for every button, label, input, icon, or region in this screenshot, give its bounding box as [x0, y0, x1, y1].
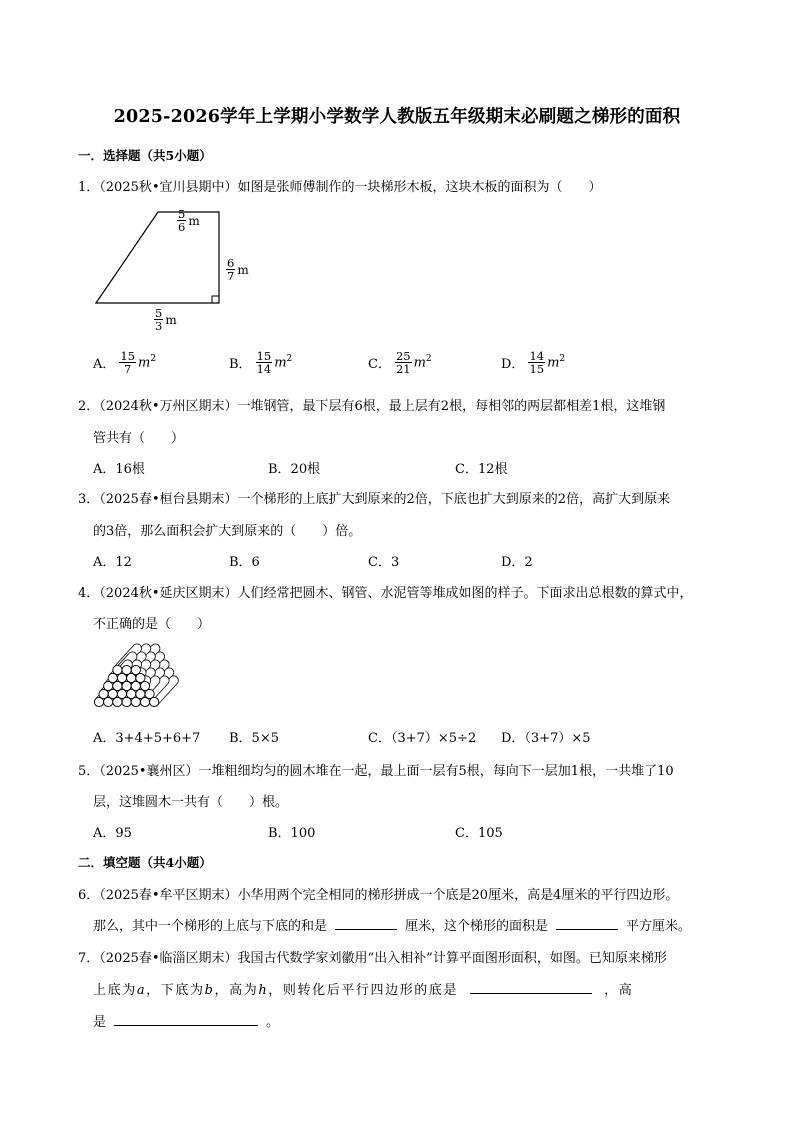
q4-option-c[interactable]: C．（3+7）×5÷2	[368, 731, 477, 746]
question-7-text: 7．（2025春•临淄区期末）我国古代数学家刘徽用“出入相补”计算平面图形面积，如图。已知原来梯形	[78, 951, 667, 966]
q1-option-b[interactable]: B． $\frac{15}{14}$ $m^2$	[229, 349, 293, 376]
q2-option-b[interactable]: B．20根	[268, 462, 321, 477]
answer-blank-base[interactable]	[470, 979, 592, 994]
answer-blank-sum[interactable]	[335, 915, 397, 930]
trapezoid-top-label: $\frac{5}{6}$ m	[178, 207, 200, 234]
section-heading-choice: 一．选择题（共5小题）	[78, 148, 212, 163]
q1-option-a[interactable]: A． $\frac{15}{7}$ $m^2$	[93, 349, 157, 376]
log-end	[113, 665, 122, 674]
answer-blank-area[interactable]	[556, 915, 618, 930]
question-7-text-cont2: 是 。	[93, 1011, 279, 1030]
question-4-text-cont: 不正确的是（ ）	[93, 617, 211, 632]
q3-option-d[interactable]: D．2	[501, 555, 533, 570]
log-end	[131, 665, 140, 674]
q4-option-b[interactable]: B．5×5	[229, 731, 279, 746]
question-1-text: 1．（2025秋•宜川县期中）如图是张师傅制作的一块梯形木板，这块木板的面积为（ ）	[78, 180, 602, 195]
question-3-text: 3．（2025春•桓台县期末）一个梯形的上底扩大到原来的2倍，下底也扩大到原来的2倍，高扩大到原来	[78, 492, 671, 507]
q3-option-a[interactable]: A．12	[93, 555, 132, 570]
question-5-text: 5．（2025•襄州区）一堆粗细均匀的圆木堆在一起，最上面一层有5根，每向下一层加1根，一共堆了10	[78, 764, 674, 779]
trapezoid-bottom-label: $\frac{5}{3}$ m	[155, 306, 177, 333]
q5-option-a[interactable]: A．95	[93, 826, 132, 841]
q3-option-c[interactable]: C．3	[368, 555, 400, 570]
q2-option-c[interactable]: C．12根	[455, 462, 508, 477]
page-title: 2025-2026学年上学期小学数学人教版五年级期末必刷题之梯形的面积	[113, 107, 681, 127]
question-6-text-cont: 那么，其中一个梯形的上底与下底的和是 厘米，这个梯形的面积是 平方厘米。	[93, 915, 691, 934]
log-pile-figure	[90, 640, 200, 710]
question-6-text: 6．（2025春•牟平区期末）小华用两个完全相同的梯形拼成一个底是20厘米，高是4厘米的平行四边形。	[78, 888, 679, 903]
q3-option-b[interactable]: B．6	[229, 555, 260, 570]
question-7-text-cont: 上底为a，下底为b，高为h，则转化后平行四边形的底是 ，高	[93, 979, 633, 998]
q4-option-a[interactable]: A．3+4+5+6+7	[93, 731, 201, 746]
trapezoid-figure	[92, 205, 232, 310]
question-2-text-cont: 管共有（ ）	[93, 431, 185, 446]
q1-option-c[interactable]: C． $\frac{25}{21}$ $m^2$	[368, 349, 432, 376]
right-angle-mark	[212, 296, 219, 303]
answer-blank-height[interactable]	[114, 1011, 258, 1026]
question-3-text-cont: 的3倍，那么面积会扩大到原来的（ ）倍。	[93, 524, 362, 539]
log-end	[122, 665, 131, 674]
q4-option-d[interactable]: D．（3+7）×5	[501, 731, 591, 746]
section-heading-fill: 二．填空题（共4小题）	[78, 855, 212, 870]
trapezoid-shape	[96, 212, 219, 303]
question-2-text: 2．（2024秋•万州区期末）一堆钢管，最下层有6根，最上层有2根，每相邻的两层都相差1根，这堆钢	[78, 399, 666, 414]
q5-option-c[interactable]: C．105	[455, 826, 503, 841]
q2-option-a[interactable]: A．16根	[93, 462, 145, 477]
q1-option-d[interactable]: D． $\frac{14}{15}$ $m^2$	[501, 349, 566, 376]
trapezoid-height-label: $\frac{6}{7}$ m	[227, 256, 249, 283]
question-4-text: 4．（2024秋•延庆区期末）人们经常把圆木、钢管、水泥管等堆成如图的样子。下面求出总根数的算式中，	[78, 586, 693, 601]
question-5-text-cont: 层，这堆圆木一共有（ ）根。	[93, 795, 289, 810]
q5-option-b[interactable]: B．100	[268, 826, 316, 841]
